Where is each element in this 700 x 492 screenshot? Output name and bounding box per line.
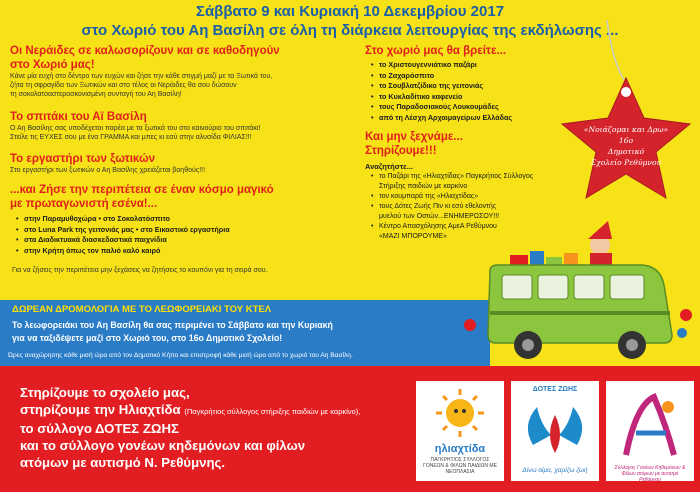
section-title: στο Χωριό μας! <box>10 59 95 71</box>
section-text: Ο Αη Βασίλης σας υποδέχεται παρέα με τα ξωτικά του στο καινούριο του σπιτάκι! <box>10 125 261 132</box>
hole-icon <box>621 87 631 97</box>
section-title: Το σπιτάκι του Αϊ Βασίλη <box>10 111 147 123</box>
ornament-icon <box>677 328 687 338</box>
section-fairies <box>10 44 360 99</box>
list-item: • Κέντρο Απασχόλησης ΑμεΑ Ρεθύμνου <box>379 222 575 232</box>
list-item: • τον κουμπαρά της «Ηλιαχτίδας» <box>379 192 575 202</box>
coupon-note: Για να ζήσεις την περιπέτεια μην ξεχάσεις να ζητήσεις το κουπόνι για τη σειρά σου. <box>12 267 268 274</box>
list-item: • τους Δότες Ζωής Πιν κι εσύ εθελοντής <box>379 202 575 212</box>
logo-caption: ΠΑΓΚΡΗΤΙΟΣ ΣΥΛΛΟΓΟΣ ΓΟΝΕΩΝ & ΦΙΛΩΝ ΠΑΙΔΙΩΝ ΜΕ ΝΕΟΠΛΑΣΙΑ <box>423 457 497 475</box>
section-village <box>365 44 555 123</box>
list-item: • το Ζαχαρόσπιτο <box>379 71 555 82</box>
section-text: τη σοκολατοαστεροσκονισμένη συνταγή του Αη Βασίλη! <box>10 91 182 98</box>
autism-association-logo <box>606 381 694 481</box>
star-line-4: Σχολείο Ρεθύμνου <box>590 158 662 167</box>
event-date: Σάββατο 9 και Κυριακή 10 Δεκεμβρίου 2017 <box>195 3 505 20</box>
section-title: με πρωταγωνιστή εσένα!... <box>10 198 158 210</box>
star-line-3: Δημοτικό <box>607 147 645 156</box>
logo-motto: Δίνω αίμα, χαρίζω ζωή <box>522 467 588 474</box>
list-item-continued: Στήριξης παιδιών με καρκίνο <box>379 183 468 190</box>
ornament-icon <box>464 319 476 331</box>
logo-title: ΔΟΤΕΣ ΖΩΗΣ <box>532 386 578 393</box>
star-line-2: 16ο <box>618 136 634 145</box>
village-list <box>365 60 555 123</box>
section-title: Οι Νεράιδες σε καλωσορίζουν και σε καθοδηγούν <box>10 45 280 57</box>
list-item-continued: μυελού των Οστών...ΕΝΗΜΕΡΩΣΟΥ!!! <box>379 213 500 220</box>
bus-info-band <box>0 300 490 366</box>
list-item: • το Παζάρι της «Ηλιαχτίδας» Παγκρήτιος Σύλλογος <box>379 172 575 182</box>
letter-a-icon <box>606 385 694 465</box>
star-line-1: «Νοιάζομαι και Δρω» <box>583 125 669 134</box>
list-item: • τους Παραδοσιακούς Λουκουμάδες <box>379 102 555 113</box>
dotes-zois-logo <box>511 381 599 481</box>
support-line: ατόμων με αυτισμό Ν. Ρεθύμνης. <box>20 455 226 470</box>
section-title: Στηρίζουμε!!! <box>365 145 437 157</box>
adventure-list <box>10 214 360 256</box>
section-santa-house <box>10 110 360 142</box>
list-item: • το Σουβλατζίδικο της γειτονιάς <box>379 81 555 92</box>
support-line: Στηρίζουμε το σχολείο μας, <box>20 385 190 400</box>
dolphins-icon <box>511 395 599 465</box>
section-text: Κάνε μία ευχή στο δέντρο των ευχών και ζήσε την κάθε στιγμή μαζί με τα Ξωτικά του, <box>10 73 273 80</box>
support-line: το σύλλογο ΔΟΤΕΣ ΖΩΗΣ <box>20 421 179 436</box>
logo-caption: Σύλλογος Γονέων Κηδεμόνων & Φίλων ατόμων με αυτισμό Ρεθύμνου <box>614 465 686 483</box>
iliaxtida-logo <box>416 381 504 481</box>
ornament-icon <box>680 309 692 321</box>
support-text <box>20 384 420 471</box>
section-adventure <box>10 183 360 256</box>
logo-title: ηλιαχτίδα <box>434 443 486 455</box>
section-text: Στείλε τις ΕΥΧΕΣ σου με ένα ΓΡΑΜΜΑ και μπες κι εσύ στην αλυσίδα ΦΙΛΙΑΣ!!! <box>10 134 252 141</box>
section-text: Στο εργαστήρι των ξωτικών ο Αη Βασίλης χρειάζεται βοηθούς!!! <box>10 167 206 174</box>
bus-illustration <box>450 215 700 365</box>
section-title: ...και Ζήσε την περιπέτεια σε έναν κόσμο μαγικό <box>10 184 274 196</box>
event-subtitle: στο Χωριό του Αη Βασίλη σε όλη τη διάρκεια λειτουργίας της εκδήλωσης ... <box>81 22 619 39</box>
list-item: • στην Κρήτη όπως τον παλιό καλό καιρό <box>24 246 360 257</box>
school-star-tag <box>552 20 700 210</box>
support-subtitle: Αναζητήστε... <box>365 162 413 171</box>
list-item: • το Κυκλαδίτικο καφενείο <box>379 92 555 103</box>
list-item: • στα Διαδικτυακά διασκεδαστικά παιχνίδια <box>24 235 360 246</box>
section-text: ζήτα τη σφραγίδα των Ξωτικών και στο τέλος οι Νεράιδες θα σου δώσουν <box>10 82 237 89</box>
bus-title: ΔΩΡΕΑΝ ΔΡΟΜΟΛΟΓΙΑ ΜΕ ΤΟ ΛΕΩΦΟΡΕΙΑΚΙ ΤΟΥ ΚΤΕΛ <box>12 304 272 315</box>
list-item: • στην Παραμυθοχώρα • στο Σοκολατόσπιτο <box>24 214 360 225</box>
list-item: • στο Luna Park της γειτονιάς μας • στο Εικαστικό εργαστήρια <box>24 225 360 236</box>
section-title: Και μην ξεχνάμε... <box>365 131 463 143</box>
section-title: Το εργαστήρι των ξωτικών <box>10 153 156 165</box>
list-item: • το Χριστουγεννιάτικο παζάρι <box>379 60 555 71</box>
section-elves-workshop <box>10 152 360 175</box>
list-item-continued: «ΜΑΖΙ ΜΠΟΡΟΥΜΕ» <box>379 233 447 240</box>
bus-text: Το λεωφορειάκι του Αη Βασίλη θα σας περιμένει το Σάββατο και την Κυριακή <box>12 320 333 330</box>
bus-schedule: Ώρες αναχώρησης κάθε μισή ώρα από τον Δημοτικό Κήπο και επιστροφή κάθε μισή ώρα από το χωριό του Αη Βασίλη. <box>8 352 353 359</box>
section-title: Στο χωριό μας θα βρείτε... <box>365 45 507 57</box>
sun-icon <box>416 385 504 445</box>
support-line: και το σύλλογο γονέων κηδεμόνων και φίλων <box>20 438 306 453</box>
string-icon <box>607 20 624 80</box>
support-line: στηρίζουμε την Ηλιαχτίδα (Παγκρήτιος σύλλογος στήριξης παιδιών με καρκίνο), <box>20 402 361 417</box>
list-item-continued: • από τη Λέσχη Αρχαιμαγείρων Ελλάδας <box>379 113 555 124</box>
bus-text: για να ταξιδέψετε μαζί στο Χωριό του, στο 16ο Δημοτικό Σχολείο! <box>12 333 283 343</box>
